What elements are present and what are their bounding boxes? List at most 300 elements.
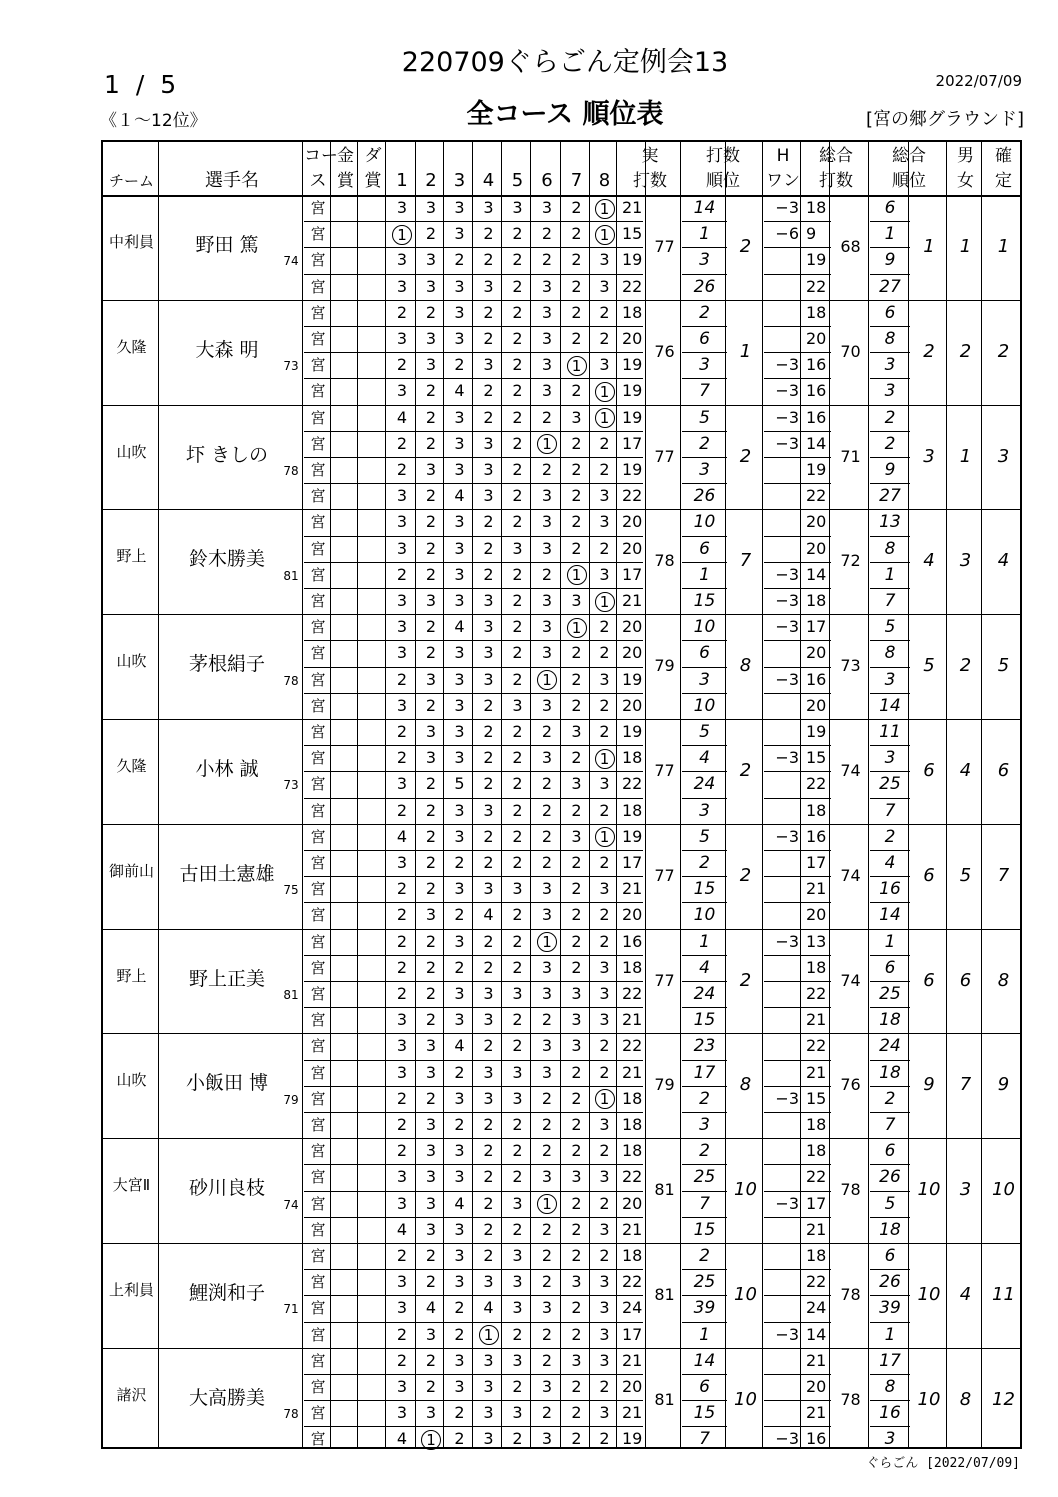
hole-score: 2 [512,302,523,322]
hole-score: 3 [512,1403,523,1423]
hole-score: 2 [425,774,437,794]
hwan-bonus: −3 [775,1429,799,1449]
net-rank: 3 [884,355,896,376]
hole-score: 2 [599,1429,610,1449]
net-rank: 18 [879,1219,901,1240]
player-age: 81 [283,988,299,1002]
round-total: 21 [622,1403,643,1423]
page-title: 220709ぐらごん定例会13 [401,47,729,78]
hole-score: 3 [454,302,465,322]
hole-in-one-mark: 1 [537,434,557,454]
net-rank: 7 [884,800,896,821]
net-rank: 3 [884,748,896,769]
hole-score: 3 [599,1167,610,1187]
hwan-bonus [764,1138,802,1164]
hole-score: 3 [541,198,553,217]
hole-score: 2 [599,722,610,741]
hole-score: 3 [483,433,494,453]
hwan-bonus: −6 [775,224,799,244]
hole-score: 3 [483,198,494,217]
hole-score: 3 [571,1036,582,1056]
hole-score: 2 [396,905,408,925]
actual-strokes: 77 [654,970,675,990]
round-rank: 3 [699,669,710,690]
footer-stamp: ぐらごん [2022/07/09] [866,1456,1020,1471]
round-rank: 15 [693,1219,716,1240]
round-total: 22 [622,1167,643,1187]
net-rank: 24 [879,1036,901,1057]
total-rank: 3 [923,445,935,467]
hole-score: 2 [425,407,437,427]
round-rank: 6 [699,643,710,664]
column-header-strokes_rank: 打数 [706,146,740,166]
net-score: 24 [806,1298,827,1318]
column-header-actual: 実 [641,146,659,166]
hole-score: 2 [512,276,523,296]
hole-score: 2 [396,355,408,375]
course-cell: 宮 [310,854,326,872]
hole-score: 3 [425,198,437,217]
course-cell: 宮 [310,1116,326,1134]
hole-score: 2 [599,1193,610,1213]
hole-in-one-mark: 1 [595,225,615,245]
hole-score: 3 [396,1010,408,1030]
round-total: 22 [622,984,643,1003]
net-rank: 18 [879,1010,901,1031]
course-cell: 宮 [310,644,326,663]
hole-score: 3 [599,669,610,689]
net-score: 16 [806,669,827,689]
round-rank: 1 [699,224,710,245]
hole-score: 2 [512,486,523,506]
hole-score: 3 [512,879,523,899]
hole-score: 3 [599,1298,610,1318]
hole-score: 3 [454,538,465,558]
hwan-bonus [764,981,802,1007]
hole-score: 2 [541,407,553,427]
hole-score-circled [532,431,562,457]
hole-in-one-mark: 1 [479,1325,499,1345]
round-rank: 2 [699,433,710,454]
net-score: 20 [806,695,827,715]
net-rank: 18 [879,1062,901,1083]
hole-score: 3 [541,617,553,637]
hole-in-one-mark: 1 [595,382,615,402]
hole-score: 3 [425,460,437,479]
hole-score: 2 [454,1403,465,1423]
net-score: 22 [806,984,827,1003]
hole-score: 2 [571,1141,582,1161]
hole-score: 2 [425,957,437,977]
hole-score-circled [474,1322,503,1348]
hole-score: 3 [483,276,494,296]
column-header-actual: 打数 [633,171,667,191]
round-rank: 3 [699,800,710,821]
net-rank: 4 [884,853,896,873]
team-name: 山吹 [116,1071,147,1090]
hole-score: 3 [512,1350,523,1370]
course-cell: 宮 [310,1194,326,1213]
player-age: 74 [283,1197,299,1212]
gender-rank: 1 [959,445,972,467]
hole-score: 2 [571,957,582,977]
actual-strokes: 78 [654,551,675,571]
strokes-rank: 2 [739,969,752,991]
hole-in-one-mark: 1 [595,408,615,428]
round-total: 20 [622,538,643,558]
course-cell: 宮 [310,303,326,322]
hole-score: 2 [512,460,523,479]
hole-score: 2 [512,355,523,375]
hole-score: 2 [425,1272,437,1292]
round-rank: 6 [699,1377,710,1397]
net-rank: 27 [879,486,901,507]
round-total: 18 [622,302,643,322]
hole-in-one-mark: 1 [567,565,587,585]
net-score: 9 [806,224,817,244]
hole-score: 3 [599,1272,610,1292]
hole-score: 2 [599,1036,610,1056]
course-cell: 宮 [310,880,326,899]
hole-score: 3 [541,957,553,977]
hole-score: 3 [454,984,465,1003]
hole-score-circled [591,824,618,850]
total-rank: 10 [917,1179,941,1201]
hole-score: 2 [425,617,437,637]
player-name: 圷 きしの [185,443,269,466]
actual-strokes: 79 [654,656,675,676]
gender-rank: 3 [959,1179,972,1201]
team-name: 久隆 [116,337,147,356]
net-score: 20 [806,1377,827,1396]
hole-score: 3 [396,617,408,637]
hole-in-one-mark: 1 [595,749,615,769]
hole-score: 3 [396,1167,408,1187]
net-score: 18 [806,1246,827,1265]
hole-score: 3 [571,1010,582,1030]
hole-score: 2 [571,800,582,820]
hole-score: 2 [425,1377,437,1396]
hole-score: 3 [454,1350,465,1370]
hole-score: 2 [425,984,437,1003]
hole-score: 2 [396,879,408,899]
net-score: 22 [806,276,827,296]
hole-score: 3 [541,1036,553,1056]
round-rank: 15 [693,1010,716,1031]
hole-score: 2 [512,329,523,348]
hole-score: 3 [599,1403,610,1423]
column-header-total_rank: 総合 [892,146,926,166]
team-name: 大宮Ⅱ [112,1176,151,1195]
final-rank: 10 [992,1179,1015,1201]
hwan-bonus: −3 [775,355,799,375]
hole-score: 2 [541,1088,553,1108]
hole-score: 2 [512,250,523,270]
strokes-rank: 8 [739,655,752,677]
net-rank: 27 [879,276,901,297]
gender-rank: 3 [959,550,972,572]
hole-score: 2 [571,381,582,401]
net-rank: 7 [884,1115,896,1135]
hole-score: 2 [512,905,523,925]
net-score: 17 [806,617,827,637]
hole-score: 3 [571,407,582,427]
hole-score: 2 [396,800,408,820]
hole-score: 2 [483,381,494,401]
round-rank: 7 [699,381,710,402]
net-score: 18 [806,1115,827,1134]
round-rank: 14 [693,1350,716,1371]
course-cell: 宮 [310,1273,326,1292]
hole-score: 2 [425,931,437,951]
round-rank: 10 [693,617,716,638]
hole-score: 2 [599,905,610,925]
net-score: 19 [806,460,827,479]
hole-score: 2 [571,1193,582,1213]
hole-score: 2 [512,774,523,794]
hole-score: 2 [571,276,582,296]
hole-score: 3 [483,1088,494,1108]
total-rank: 1 [923,236,935,257]
hole-score: 3 [571,1350,582,1370]
column-header-hole: 8 [598,170,611,191]
hole-score: 2 [454,1429,465,1449]
round-rank: 2 [699,853,710,873]
strokes-rank: 10 [734,1388,757,1410]
hole-score: 3 [483,1010,494,1030]
course-cell: 宮 [310,565,326,584]
round-total: 21 [622,591,643,610]
hole-score: 3 [454,1141,465,1161]
hole-score: 3 [512,1062,523,1082]
round-rank: 3 [699,460,710,480]
hole-score: 3 [599,564,610,584]
hole-score: 3 [396,1377,408,1396]
hole-score: 3 [571,591,582,610]
course-cell: 宮 [310,356,326,375]
round-total: 21 [622,198,643,217]
course-cell: 宮 [310,1011,326,1030]
total-strokes: 70 [840,341,861,361]
hole-score: 2 [541,1272,553,1292]
round-rank: 23 [693,1036,716,1057]
strokes-rank: 10 [734,1179,757,1201]
hole-score: 2 [483,826,494,846]
net-score: 14 [806,564,827,584]
round-total: 20 [622,1193,643,1213]
total-strokes: 76 [840,1075,861,1095]
hole-in-one-mark: 1 [595,827,615,847]
hole-score: 3 [599,250,610,270]
total-strokes: 68 [840,237,861,256]
round-rank: 4 [699,957,710,978]
hole-score: 2 [425,1246,437,1265]
hole-score: 2 [599,695,610,715]
hole-score: 2 [483,1115,494,1134]
course-cell: 宮 [310,1299,326,1318]
column-header-hwan: ワン [766,171,800,191]
hole-in-one-mark: 1 [567,356,587,376]
net-score: 21 [806,1350,827,1370]
round-rank: 3 [699,250,710,271]
report-date: 2022/07/09 [935,72,1022,90]
net-score: 18 [806,591,827,610]
net-rank: 3 [884,669,896,690]
column-header-total_rank: 順位 [892,171,926,191]
hole-score-circled [591,1086,618,1112]
net-score: 21 [806,1010,827,1030]
hole-score: 3 [541,486,553,506]
net-score: 16 [806,1429,827,1449]
round-total: 19 [622,460,643,479]
round-total: 22 [622,486,643,506]
hole-score: 3 [541,695,553,715]
round-total: 18 [622,800,643,820]
net-score: 21 [806,1403,827,1423]
round-total: 19 [622,355,643,375]
round-rank: 15 [693,591,716,611]
hole-score: 2 [396,302,408,322]
hole-score: 2 [599,1062,610,1082]
net-rank: 2 [884,433,896,454]
strokes-rank: 2 [739,760,752,781]
net-rank: 3 [884,1429,896,1450]
hole-score: 3 [396,643,408,663]
round-rank: 2 [699,1141,710,1162]
column-header-hole: 3 [453,170,466,191]
hole-score: 2 [571,224,582,244]
net-score: 17 [806,853,827,872]
total-strokes: 72 [840,551,861,571]
net-rank: 6 [884,1246,896,1266]
hole-score: 2 [571,1403,582,1423]
hole-score: 2 [599,931,610,951]
hole-score: 2 [571,512,582,532]
hole-score: 2 [483,407,494,427]
hole-score: 2 [483,1193,494,1213]
hole-score: 3 [425,250,437,270]
round-total: 22 [622,1036,643,1056]
team-name: 野上 [116,547,147,566]
net-rank: 6 [884,1141,896,1162]
hole-score: 2 [483,224,494,244]
round-rank: 3 [699,1115,710,1135]
hole-score: 3 [483,617,494,637]
hole-score: 2 [483,1036,494,1056]
net-score: 19 [806,722,827,741]
net-score: 22 [806,774,827,794]
hole-score: 2 [512,1324,523,1344]
hole-score: 3 [599,355,610,375]
team-name: 久隆 [116,757,147,775]
hole-score: 2 [512,1010,523,1030]
hole-score: 2 [599,617,610,637]
hole-score: 2 [483,512,494,532]
column-header-hole: 4 [482,170,495,191]
round-total: 20 [622,617,643,637]
hole-in-one-mark: 1 [595,592,615,612]
player-age: 71 [283,1302,299,1317]
hole-score: 3 [541,538,553,558]
net-rank: 1 [884,931,896,952]
hwan-bonus: −3 [775,591,799,610]
hole-score: 2 [425,224,437,244]
final-rank: 12 [992,1388,1015,1410]
hole-score: 4 [396,1219,408,1239]
total-rank: 5 [923,655,935,677]
hole-score: 2 [541,1219,553,1239]
total-strokes: 71 [840,446,861,466]
actual-strokes: 77 [654,865,675,885]
hole-score: 2 [425,643,437,663]
hole-score-circled [562,352,591,378]
round-total: 20 [622,643,643,663]
hole-score: 3 [396,853,408,872]
hole-score: 2 [541,722,553,741]
column-header-course: コー [304,146,338,166]
hole-score: 2 [599,853,610,872]
total-strokes: 78 [840,1389,861,1409]
hole-score: 3 [454,512,465,532]
round-rank: 3 [699,355,710,376]
hwan-bonus: −3 [775,617,799,637]
hole-score: 3 [396,486,408,506]
hole-score: 2 [512,591,523,610]
hole-score: 3 [454,1088,465,1108]
hole-score: 2 [425,695,437,715]
hole-score: 4 [396,826,408,846]
hole-score: 3 [599,486,610,506]
net-rank: 8 [884,1377,896,1397]
course-cell: 宮 [310,487,326,506]
hole-score: 2 [571,486,582,506]
hole-score: 2 [541,250,553,270]
hole-score: 2 [425,879,437,899]
hole-score: 3 [425,1036,437,1056]
hole-score: 3 [425,669,437,689]
hole-score: 3 [541,1377,553,1396]
hole-score: 3 [541,329,553,348]
round-rank: 2 [699,302,710,323]
hole-score: 3 [571,984,582,1003]
total-strokes: 73 [840,656,861,676]
hole-score: 2 [483,329,494,348]
hole-score-circled [591,195,618,221]
net-score: 22 [806,1036,827,1056]
final-rank: 6 [997,760,1010,781]
actual-strokes: 81 [654,1389,675,1409]
round-total: 18 [622,1088,643,1108]
net-rank: 5 [884,617,896,638]
hole-score: 2 [483,564,494,584]
hole-score: 4 [396,407,408,427]
hole-score: 3 [599,1324,610,1344]
round-total: 19 [622,669,643,689]
round-total: 17 [622,433,643,453]
hole-score: 3 [483,800,494,820]
hwan-bonus [764,1374,802,1400]
net-score: 20 [806,512,827,532]
hole-score: 2 [512,722,523,741]
hole-score: 3 [541,748,553,768]
hole-score: 2 [512,1377,523,1396]
hole-score: 2 [396,1350,408,1370]
hole-score: 4 [454,1036,465,1056]
hole-score: 2 [454,905,465,925]
actual-strokes: 77 [654,446,675,466]
hole-score: 2 [512,407,523,427]
round-rank: 4 [699,748,710,769]
